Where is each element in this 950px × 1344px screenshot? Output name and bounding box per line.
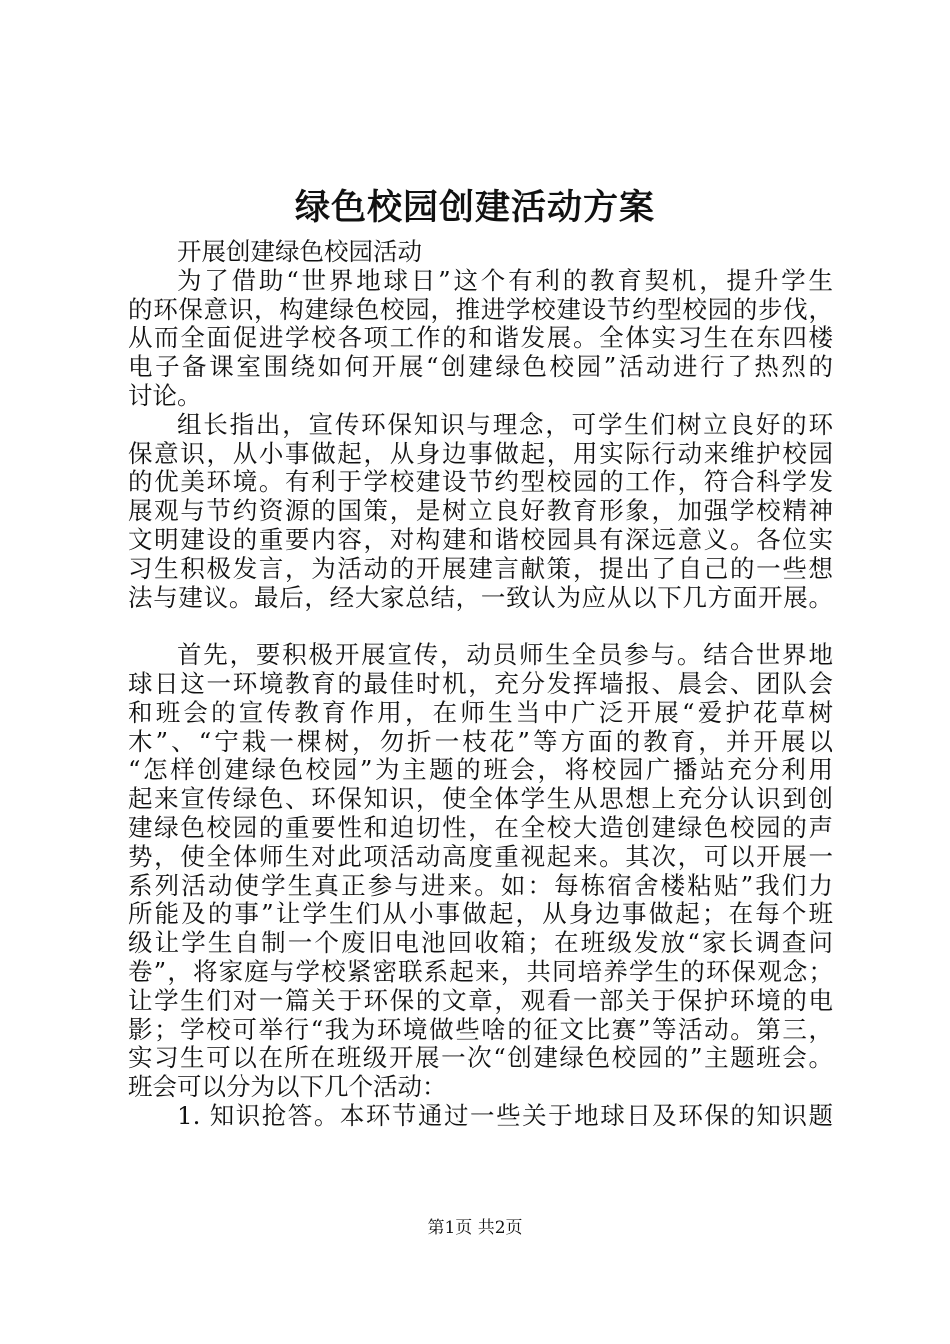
document-title: 绿色校园创建活动方案	[294, 187, 655, 228]
text-line: 卷”，将家庭与学校紧密联系起来，共同培养学生的环保观念；	[128, 957, 833, 986]
text-line: 让学生们对一篇关于环保的文章，观看一部关于保护环境的电	[128, 986, 833, 1015]
text-line: 和班会的宣传教育作用，在师生当中广泛开展“爱护花草树	[128, 698, 833, 727]
text-line: 文明建设的重要内容，对构建和谐校园具有深远意义。各位实	[128, 525, 833, 554]
text-line: 保意识，从小事做起，从身边事做起，用实际行动来维护校园	[128, 439, 833, 468]
text-line: 球日这一环境教育的最佳时机，充分发挥墙报、晨会、团队会	[128, 669, 833, 698]
text-line: 影；学校可举行“我为环境做些啥的征文比赛”等活动。第三，	[128, 1015, 833, 1044]
text-line: 系列活动使学生真正参与进来。如：每栋宿舍楼粘贴”我们力	[128, 871, 833, 900]
text-line: 讨论。	[128, 381, 202, 410]
text-line: 电子备课室围绕如何开展“创建绿色校园”活动进行了热烈的	[128, 353, 833, 382]
text-line: 木”、“宁栽一棵树，勿折一枝花”等方面的教育，并开展以	[128, 727, 833, 756]
text-line: 起来宣传绿色、环保知识，使全体学生从思想上充分认识到创	[128, 785, 833, 814]
text-line: 1. 知识抢答。本环节通过一些关于地球日及环保的知识题	[177, 1101, 833, 1130]
paragraph-gap	[128, 612, 833, 641]
text-line: 班会可以分为以下几个活动：	[128, 1073, 447, 1102]
text-line: 组长指出，宣传环保知识与理念，可学生们树立良好的环	[177, 410, 833, 439]
page-footer: 第1页 共2页	[427, 1218, 523, 1238]
text-line: 习生积极发言，为活动的开展建言献策，提出了自己的一些想	[128, 554, 833, 583]
text-line: 势，使全体师生对此项活动高度重视起来。其次，可以开展一	[128, 842, 833, 871]
text-line: 展观与节约资源的国策，是树立良好教育形象，加强学校精神	[128, 497, 833, 526]
text-line: 的优美环境。有利于学校建设节约型校园的工作，符合科学发	[128, 468, 833, 497]
text-line: 法与建议。最后，经大家总结，一致认为应从以下几方面开展。	[128, 583, 833, 612]
text-line: 建绿色校园的重要性和迫切性，在全校大造创建绿色校园的声	[128, 813, 833, 842]
text-line: 首先，要积极开展宣传，动员师生全员参与。结合世界地	[177, 641, 833, 670]
text-line: 的环保意识，构建绿色校园，推进学校建设节约型校园的步伐，	[128, 295, 833, 324]
text-line: “怎样创建绿色校园”为主题的班会，将校园广播站充分利用	[128, 756, 833, 785]
text-line: 从而全面促进学校各项工作的和谐发展。全体实习生在东四楼	[128, 324, 833, 353]
text-line: 实习生可以在所在班级开展一次“创建绿色校园的”主题班会。	[128, 1044, 833, 1073]
document-body	[128, 238, 833, 1131]
text-line: 为了借助“世界地球日”这个有利的教育契机，提升学生	[177, 266, 833, 295]
text-line: 所能及的事”让学生们从小事做起，从身边事做起；在每个班	[128, 900, 833, 929]
text-line: 开展创建绿色校园活动	[177, 238, 422, 266]
text-line: 级让学生自制一个废旧电池回收箱；在班级发放“家长调查问	[128, 929, 833, 958]
